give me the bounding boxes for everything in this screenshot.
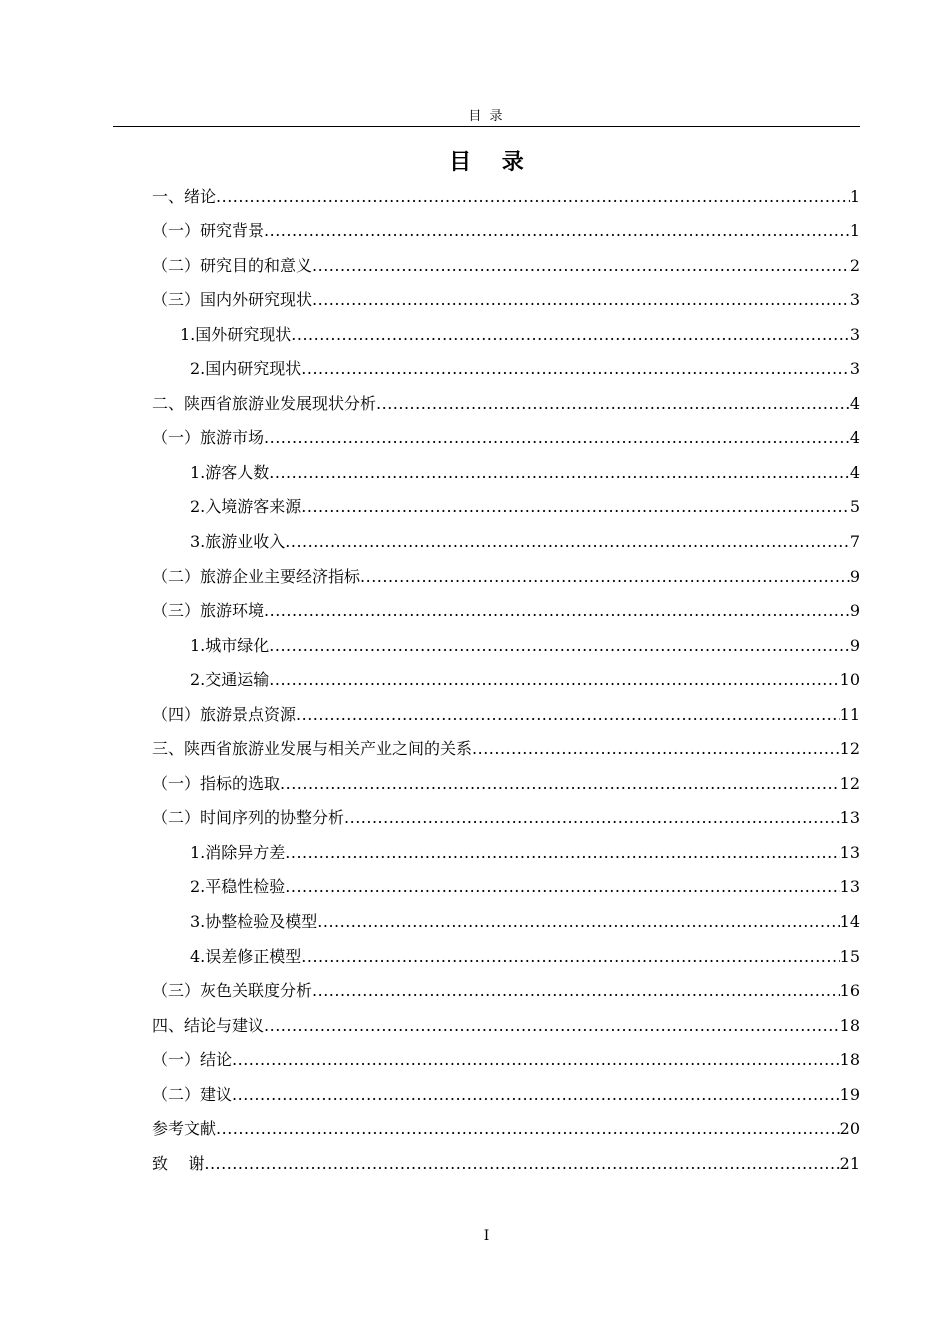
toc-entry[interactable]: [152, 729, 860, 764]
toc-entry-page: 4: [849, 462, 860, 482]
toc-dot-leader: [344, 807, 840, 832]
toc-entry[interactable]: [152, 1005, 860, 1040]
toc-entry[interactable]: [152, 556, 860, 591]
toc-entry-label: （二）建议: [152, 1084, 233, 1104]
toc-dot-leader: [317, 911, 839, 936]
toc-entry[interactable]: [152, 832, 860, 867]
toc-entry-label: 二、陕西省旅游业发展现状分析: [152, 393, 377, 413]
toc-dot-leader: [296, 704, 840, 729]
toc-entry-page: 13: [839, 808, 860, 828]
toc-entry-label: 2.入境游客来源: [190, 497, 302, 517]
toc-entry-label: 三、陕西省旅游业发展与相关产业之间的关系: [152, 739, 473, 759]
toc-entry-page: 14: [839, 912, 860, 932]
toc-entry-page: 12: [839, 773, 860, 793]
toc-dot-leader: [269, 462, 850, 487]
toc-entry[interactable]: [152, 314, 860, 349]
toc-entry-page: 12: [839, 739, 860, 759]
toc-entry[interactable]: [152, 971, 860, 1006]
toc-entry-page: 3: [849, 290, 860, 310]
toc-entry[interactable]: [152, 521, 860, 556]
toc-entry-label: 2.国内研究现状: [190, 359, 302, 379]
toc-entry-label: 3.旅游业收入: [190, 532, 286, 552]
toc-entry-label: 参考文献: [152, 1119, 217, 1139]
toc-entry-page: 2: [849, 255, 860, 275]
toc-entry[interactable]: [152, 1109, 860, 1144]
toc-entry-page: 18: [839, 1050, 860, 1070]
toc-entry-label: （三）旅游环境: [152, 601, 265, 621]
toc-entry-page: 20: [839, 1119, 860, 1139]
toc-dot-leader: [472, 738, 840, 763]
toc-entry[interactable]: [152, 1143, 860, 1178]
toc-entry[interactable]: [152, 452, 860, 487]
page-number: I: [483, 1228, 490, 1244]
toc-entry-page: 13: [839, 842, 860, 862]
toc-entry-label: 一、绪论: [152, 186, 217, 206]
toc-dot-leader: [301, 496, 850, 521]
toc-entry-label: 3.协整检验及模型: [190, 912, 318, 932]
toc-dot-leader: [285, 531, 850, 556]
toc-dot-leader: [264, 427, 850, 452]
header-rule: [113, 126, 860, 127]
toc-entry-label: （三）国内外研究现状: [152, 290, 313, 310]
toc-entry[interactable]: [152, 798, 860, 833]
toc-dot-leader: [285, 842, 839, 867]
toc-entry[interactable]: [152, 176, 860, 211]
toc-entry-page: 7: [849, 532, 860, 552]
toc-entry-page: 18: [839, 1015, 860, 1035]
toc-entry[interactable]: [152, 1040, 860, 1075]
toc-entry-label: （二）旅游企业主要经济指标: [152, 566, 361, 586]
toc-dot-leader: [264, 220, 850, 245]
toc-entry-page: 5: [849, 497, 860, 517]
toc-entry[interactable]: [152, 487, 860, 522]
toc-entry-label: 4.误差修正模型: [190, 946, 302, 966]
toc-entry[interactable]: [152, 763, 860, 798]
toc-entry-page: 11: [839, 704, 860, 724]
toc-entry[interactable]: [152, 901, 860, 936]
toc-entry-label: 四、结论与建议: [152, 1015, 265, 1035]
toc-dot-leader: [232, 1049, 840, 1074]
toc-dot-leader: [269, 635, 850, 660]
toc-entry[interactable]: [152, 418, 860, 453]
toc-entry-label: （二）时间序列的协整分析: [152, 808, 345, 828]
toc-entry-page: 3: [849, 359, 860, 379]
toc-dot-leader: [360, 566, 850, 591]
toc-entry[interactable]: [152, 625, 860, 660]
running-header: 目 录: [468, 109, 505, 124]
toc-entry[interactable]: [152, 1074, 860, 1109]
toc-entry-page: 1: [849, 186, 860, 206]
toc-entry-page: 4: [849, 428, 860, 448]
toc-entry-page: 19: [839, 1084, 860, 1104]
toc-dot-leader: [312, 289, 850, 314]
toc-dot-leader: [216, 1118, 840, 1143]
toc-entry-page: 1: [849, 221, 860, 241]
toc-entry-label: （一）结论: [152, 1050, 233, 1070]
toc-entry-label: 1.消除异方差: [190, 842, 286, 862]
toc-dot-leader: [264, 1015, 840, 1040]
toc-entry-label: （二）研究目的和意义: [152, 255, 313, 275]
toc-dot-leader: [312, 255, 850, 280]
toc-entry[interactable]: [152, 936, 860, 971]
toc-entry-page: 10: [839, 670, 860, 690]
toc-dot-leader: [376, 393, 850, 418]
toc-entry-label: 1.国外研究现状: [180, 324, 292, 344]
toc-dot-leader: [301, 946, 839, 971]
toc-title: 目 录: [449, 150, 524, 175]
toc-entry-page: 9: [849, 601, 860, 621]
toc-entry-page: 3: [849, 324, 860, 344]
toc-dot-leader: [312, 980, 840, 1005]
toc-entry-page: 4: [849, 393, 860, 413]
toc-entry[interactable]: [152, 349, 860, 384]
toc-entry-label: 2.交通运输: [190, 670, 270, 690]
toc-entry[interactable]: [152, 383, 860, 418]
table-of-contents: [152, 176, 860, 1178]
toc-entry-label: 1.城市绿化: [190, 635, 270, 655]
toc-dot-leader: [232, 1084, 840, 1109]
toc-dot-leader: [291, 324, 850, 349]
toc-entry-page: 15: [839, 946, 860, 966]
toc-entry[interactable]: [152, 591, 860, 626]
toc-entry-label: （四）旅游景点资源: [152, 704, 297, 724]
toc-dot-leader: [301, 358, 850, 383]
toc-entry[interactable]: [152, 660, 860, 695]
toc-entry-page: 9: [849, 566, 860, 586]
toc-entry[interactable]: [152, 867, 860, 902]
toc-dot-leader: [280, 773, 840, 798]
toc-entry-label: 1.游客人数: [190, 462, 270, 482]
toc-entry-label: （三）灰色关联度分析: [152, 981, 313, 1001]
toc-entry-label: （一）旅游市场: [152, 428, 265, 448]
toc-dot-leader: [204, 1153, 839, 1178]
toc-entry[interactable]: [152, 245, 860, 280]
toc-entry[interactable]: [152, 694, 860, 729]
toc-entry-label: 2.平稳性检验: [190, 877, 286, 897]
toc-entry-page: 21: [839, 1153, 860, 1173]
toc-entry-page: 13: [839, 877, 860, 897]
toc-entry-label: （一）研究背景: [152, 221, 265, 241]
toc-entry[interactable]: [152, 280, 860, 315]
toc-entry[interactable]: [152, 211, 860, 246]
toc-entry-label: （一）指标的选取: [152, 773, 281, 793]
toc-dot-leader: [216, 186, 850, 211]
toc-dot-leader: [285, 876, 839, 901]
toc-entry-page: 9: [849, 635, 860, 655]
toc-dot-leader: [264, 600, 850, 625]
toc-dot-leader: [269, 669, 839, 694]
toc-entry-page: 16: [839, 981, 860, 1001]
toc-entry-label: 致 谢: [152, 1153, 205, 1173]
